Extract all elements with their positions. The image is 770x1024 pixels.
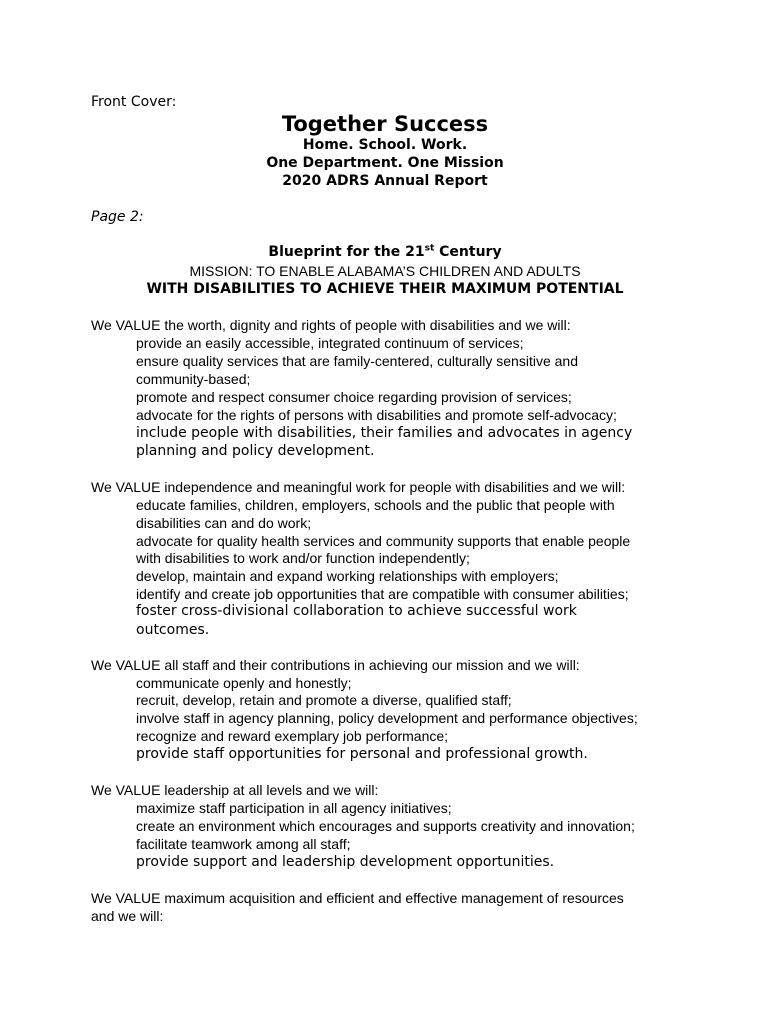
mission-line-1: MISSION: TO ENABLE ALABAMA’S CHILDREN AND ADULTS	[189, 263, 581, 279]
value-item: disabilities can and do work;	[136, 515, 312, 531]
value-intro: We VALUE independence and meaningful work for people with disabilities and we will:	[91, 479, 626, 495]
value-item: advocate for quality health services and community supports that enable people	[136, 533, 631, 549]
value-item: recruit, develop, retain and promote a diverse, qualified staff;	[136, 692, 512, 708]
value-item: ensure quality services that are family-centered, culturally sensitive and	[136, 353, 578, 369]
value-item: provide support and leadership development opportunities.	[136, 854, 555, 870]
blueprint-heading-text: Blueprint for the 21	[268, 244, 425, 260]
value-item: communicate openly and honestly;	[136, 675, 352, 691]
value-item: identify and create job opportunities that are compatible with consumer abilities;	[136, 586, 629, 602]
value-item: with disabilities to work and/or function independently;	[136, 550, 470, 566]
mission-line-2: WITH DISABILITIES TO ACHIEVE THEIR MAXIMUM POTENTIAL	[146, 281, 624, 297]
value-item: community-based;	[136, 371, 251, 387]
value-item: advocate for the rights of persons with disabilities and promote self-advocacy;	[136, 407, 617, 423]
value-item: planning and policy development.	[136, 443, 375, 459]
value-item: promote and respect consumer choice regarding provision of services;	[136, 389, 572, 405]
value-item: maximize staff participation in all agency initiatives;	[136, 800, 452, 816]
blueprint-heading	[0, 245, 770, 259]
page-2-label: Page 2:	[91, 209, 144, 225]
value-item: provide staff opportunities for personal and professional growth.	[136, 746, 588, 762]
cover-subtitle-3: 2020 ADRS Annual Report	[282, 173, 488, 189]
value-intro: We VALUE maximum acquisition and efficient and effective management of resources	[91, 890, 624, 906]
value-item: recognize and reward exemplary job performance;	[136, 728, 449, 744]
value-intro: We VALUE all staff and their contributions in achieving our mission and we will:	[91, 657, 580, 673]
cover-subtitle-2: One Department. One Mission	[266, 155, 504, 171]
blueprint-heading-superscript: st	[424, 243, 435, 254]
front-cover-label: Front Cover:	[91, 94, 177, 110]
value-item: include people with disabilities, their families and advocates in agency	[136, 425, 633, 441]
cover-title: Together Success	[281, 112, 489, 136]
value-intro-continued: and we will:	[91, 908, 164, 924]
cover-subtitle-1: Home. School. Work.	[302, 137, 468, 153]
value-item: provide an easily accessible, integrated continuum of services;	[136, 335, 524, 351]
value-item: create an environment which encourages and supports creativity and innovation;	[136, 818, 635, 834]
value-item: outcomes.	[136, 622, 210, 638]
value-item: educate families, children, employers, schools and the public that people with	[136, 497, 615, 513]
blueprint-heading-tail: Century	[434, 244, 502, 260]
value-intro: We VALUE the worth, dignity and rights of people with disabilities and we will:	[91, 317, 571, 333]
value-item: facilitate teamwork among all staff;	[136, 836, 351, 852]
value-item: involve staff in agency planning, policy development and performance objectives;	[136, 710, 638, 726]
value-item: develop, maintain and expand working relationships with employers;	[136, 568, 559, 584]
value-item: foster cross-divisional collaboration to achieve successful work	[136, 603, 577, 619]
value-intro: We VALUE leadership at all levels and we will:	[91, 782, 379, 798]
